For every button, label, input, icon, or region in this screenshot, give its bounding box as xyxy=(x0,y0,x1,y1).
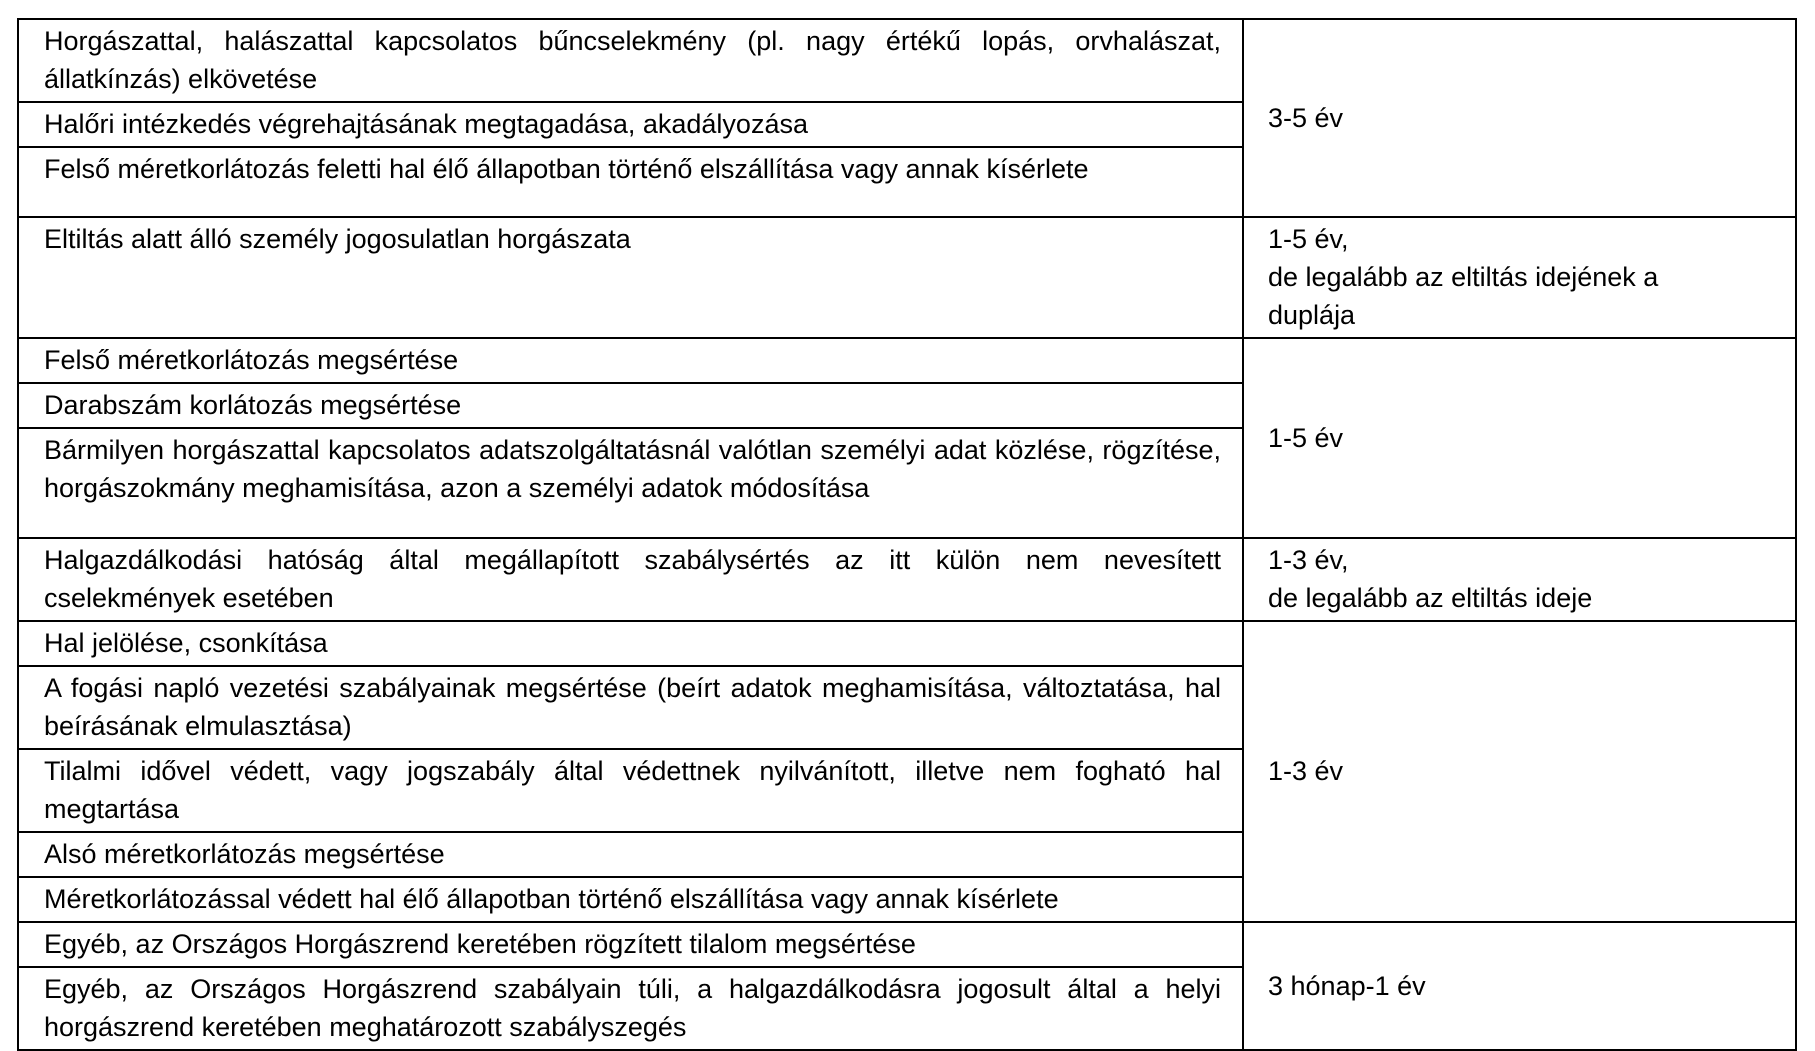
violation-cell: Eltiltás alatt álló személy jogosulatlan horgászata xyxy=(18,217,1243,338)
violation-cell: Tilalmi idővel védett, vagy jogszabály által védettnek nyilvánított, illetve nem fogható hal megtartása xyxy=(18,749,1243,832)
violation-cell: Bármilyen horgászattal kapcsolatos adatszolgáltatásnál valótlan személyi adat közlése, rögzítése, horgászokmány meghamisítása, azon a személyi adatok módosítása xyxy=(18,428,1243,538)
violation-cell: A fogási napló vezetési szabályainak megsértése (beírt adatok meghamisítása, változtatása, hal beírásának elmulasztása) xyxy=(18,666,1243,749)
violation-cell: Méretkorlátozással védett hal élő állapotban történő elszállítása vagy annak kísérlete xyxy=(18,877,1243,922)
table-row xyxy=(18,338,1796,383)
violation-cell: Darabszám korlátozás megsértése xyxy=(18,383,1243,428)
table-row xyxy=(18,922,1796,967)
penalty-line: 1-5 év xyxy=(1268,422,1344,453)
penalty-cell xyxy=(1243,621,1796,922)
penalty-line: 1-3 év xyxy=(1268,756,1344,786)
penalty-cell xyxy=(1243,19,1796,217)
violation-cell: Halgazdálkodási hatóság által megállapított szabálysértés az itt külön nem nevesített cselekmények esetében xyxy=(18,538,1243,621)
violation-cell: Felső méretkorlátozás feletti hal élő állapotban történő elszállítása vagy annak kísérlete xyxy=(18,147,1243,217)
table-row xyxy=(18,621,1796,666)
table-row xyxy=(18,538,1796,621)
violation-cell: Felső méretkorlátozás megsértése xyxy=(18,338,1243,383)
violation-cell: Halőri intézkedés végrehajtásának megtagadása, akadályozása xyxy=(18,102,1243,147)
penalty-cell xyxy=(1243,538,1796,621)
penalty-table-body xyxy=(18,19,1796,1050)
penalty-table xyxy=(17,18,1797,1051)
penalty-line: duplája xyxy=(1268,300,1356,330)
penalty-cell xyxy=(1243,217,1796,338)
violation-cell: Horgászattal, halászattal kapcsolatos bűncselekmény (pl. nagy értékű lopás, orvhalászat, állatkínzás) elkövetése xyxy=(18,19,1243,102)
violation-cell: Egyéb, az Országos Horgászrend szabályain túli, a halgazdálkodásra jogosult által a helyi horgászrend keretében meghatározott szabályszegés xyxy=(18,967,1243,1050)
penalty-cell xyxy=(1243,922,1796,1050)
violation-cell: Hal jelölése, csonkítása xyxy=(18,621,1243,666)
penalty-line: 1-5 év, xyxy=(1268,224,1349,254)
penalty-cell xyxy=(1243,338,1796,538)
table-row xyxy=(18,19,1796,102)
penalty-line: 3-5 év xyxy=(1268,102,1344,133)
violation-cell: Alsó méretkorlátozás megsértése xyxy=(18,832,1243,877)
penalty-line: de legalább az eltiltás ideje xyxy=(1268,583,1593,613)
table-row xyxy=(18,217,1796,338)
penalty-line: de legalább az eltiltás idejének a xyxy=(1268,262,1659,292)
penalty-line: 3 hónap-1 év xyxy=(1268,970,1426,1001)
document-page xyxy=(17,18,1795,1051)
violation-cell: Egyéb, az Országos Horgászrend keretében rögzített tilalom megsértése xyxy=(18,922,1243,967)
penalty-line: 1-3 év, xyxy=(1268,545,1349,575)
